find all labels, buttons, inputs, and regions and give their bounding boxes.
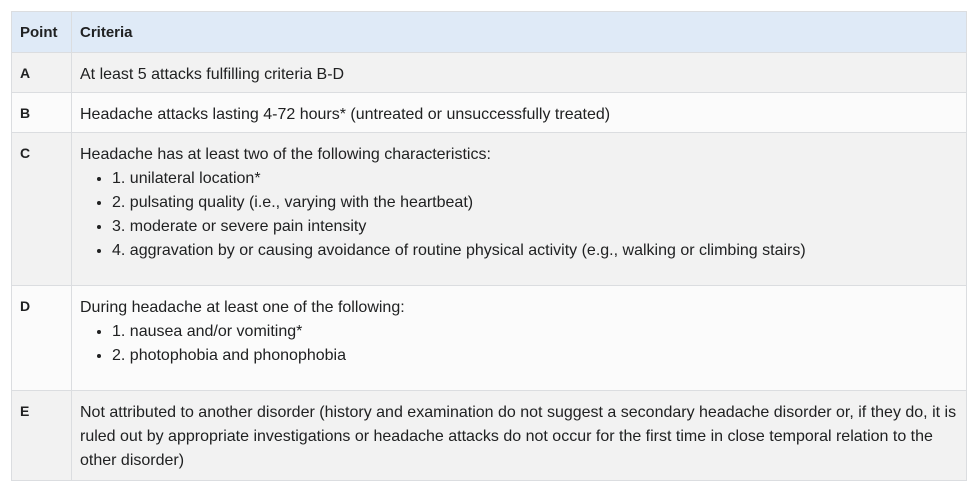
criteria-text: During headache at least one of the following: [80, 299, 405, 316]
table-row [12, 133, 967, 286]
list-item: • 1. unilateral location* [112, 167, 958, 191]
column-header-point: Point [12, 12, 72, 53]
criteria-cell [72, 286, 967, 391]
criteria-text: Headache attacks lasting 4-72 hours* (untreated or unsuccessfully treated) [80, 106, 611, 123]
criteria-table-container [11, 11, 966, 481]
list-item: • 2. pulsating quality (i.e., varying with the heartbeat) [112, 191, 958, 215]
column-header-criteria: Criteria [72, 12, 967, 53]
table-row [12, 53, 967, 93]
point-cell: B [12, 93, 72, 133]
table-row [12, 93, 967, 133]
point-cell: C [12, 133, 72, 286]
symptoms-list [80, 320, 958, 368]
list-item: • 1. nausea and/or vomiting* [112, 320, 958, 344]
point-cell: E [12, 391, 72, 481]
criteria-text: At least 5 attacks fulfilling criteria B-D [80, 66, 345, 83]
criteria-table [11, 11, 967, 481]
list-item: • 3. moderate or severe pain intensity [112, 215, 958, 239]
table-row [12, 286, 967, 391]
criteria-cell [72, 53, 967, 93]
criteria-text: Headache has at least two of the following characteristics: [80, 146, 491, 163]
table-header-row [12, 12, 967, 53]
criteria-text: Not attributed to another disorder (history and examination do not suggest a secondary headache disorder or, if they do, it is ruled out by appropriate investigations or headache attacks do not occur for the first time in close temporal relation to the other disorder) [80, 404, 957, 469]
point-cell: A [12, 53, 72, 93]
characteristics-list [80, 167, 958, 263]
list-item: • 4. aggravation by or causing avoidance of routine physical activity (e.g., walking or climbing stairs) [112, 239, 958, 263]
criteria-cell [72, 391, 967, 481]
table-row [12, 391, 967, 481]
criteria-cell [72, 93, 967, 133]
point-cell: D [12, 286, 72, 391]
criteria-cell [72, 133, 967, 286]
list-item: • 2. photophobia and phonophobia [112, 344, 958, 368]
